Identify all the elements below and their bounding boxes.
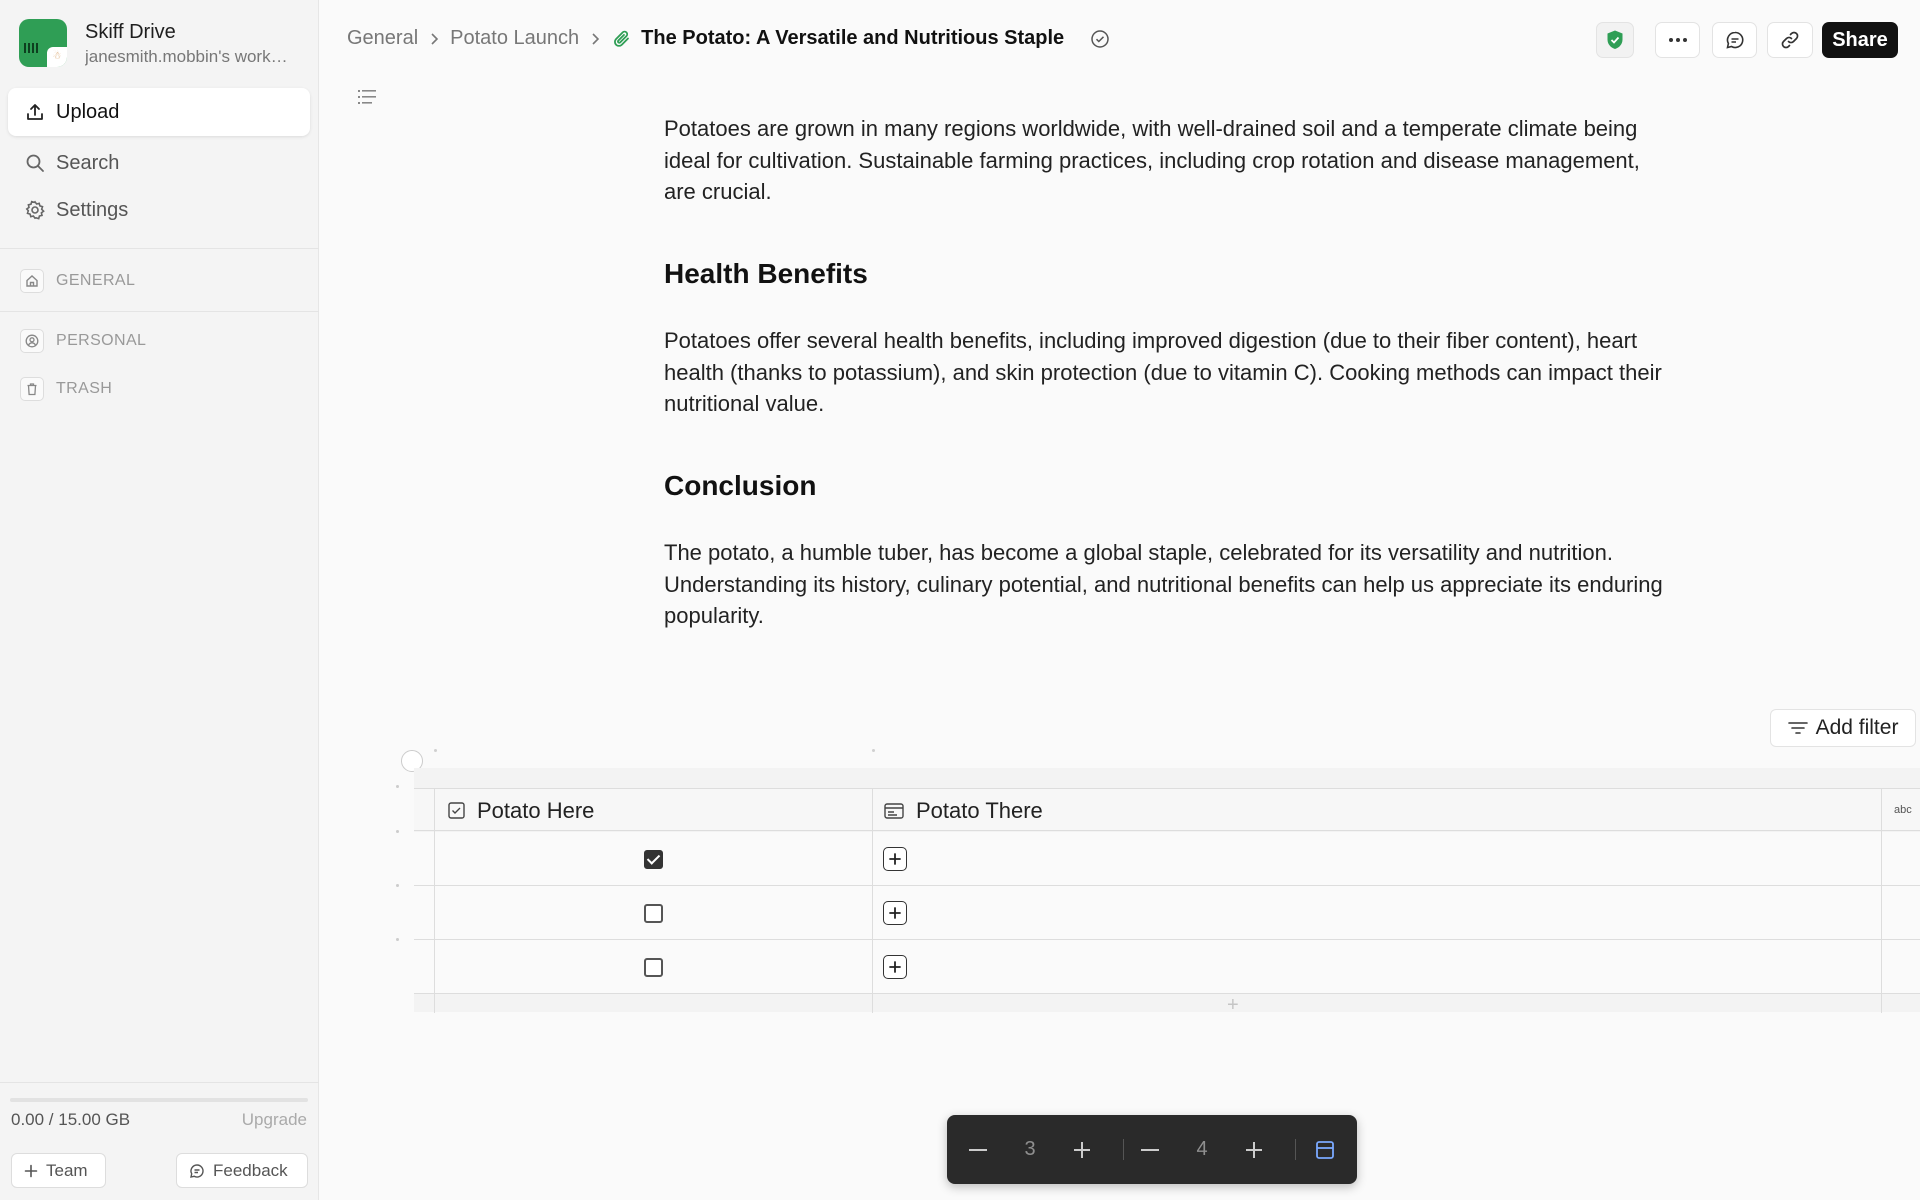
column-header-label: Potato Here	[477, 797, 595, 823]
table-row[interactable]	[414, 886, 1920, 940]
table-corner-marker	[434, 749, 437, 752]
add-row-icon[interactable]: +	[1227, 994, 1239, 1016]
gear-icon	[25, 200, 45, 220]
table-header-row	[414, 788, 1920, 831]
table-cell-add	[872, 832, 917, 886]
paperclip-icon	[613, 30, 631, 48]
feedback-button-label: Feedback	[213, 1160, 288, 1180]
sidebar-section-personal[interactable]	[20, 328, 146, 354]
table-dimension-toolbar	[947, 1115, 1357, 1184]
row-checkbox[interactable]	[644, 958, 663, 977]
row-checkbox[interactable]	[644, 904, 663, 923]
ellipsis-icon	[1668, 37, 1688, 43]
plus-icon	[889, 907, 901, 919]
text-type-icon[interactable]: abc	[1894, 804, 1912, 816]
toolbar-divider	[1123, 1139, 1124, 1160]
sidebar-section-label: TRASH	[56, 380, 113, 397]
breadcrumb-general[interactable]: General	[347, 27, 419, 49]
sidebar-section-trash[interactable]	[20, 376, 112, 402]
decrease-rows-button[interactable]	[961, 1115, 995, 1184]
table-layout-icon	[1315, 1140, 1335, 1160]
table-cell-add	[872, 940, 917, 994]
divider	[0, 248, 319, 249]
column-divider	[434, 788, 435, 1013]
sidebar	[0, 0, 319, 1200]
upload-icon	[25, 102, 45, 122]
more-options-button[interactable]	[1655, 22, 1700, 58]
workspace-name: janesmith.mobbin's work…	[85, 47, 288, 66]
team-button-label: Team	[46, 1160, 88, 1180]
comments-button[interactable]	[1712, 22, 1757, 58]
plus-icon	[889, 853, 901, 865]
minus-icon	[969, 1149, 987, 1151]
app-name: Skiff Drive	[85, 21, 176, 43]
table-cell-add	[872, 886, 917, 940]
table-cell-checkbox	[435, 940, 871, 994]
columns-count[interactable]: 4	[1196, 1138, 1208, 1160]
rows-count[interactable]: 3	[1024, 1138, 1036, 1160]
plus-icon	[1245, 1141, 1263, 1159]
plus-icon	[1073, 1141, 1091, 1159]
column-header-potato-here[interactable]	[448, 789, 594, 832]
sidebar-item-upload[interactable]	[8, 88, 310, 136]
storage-progress-bar	[10, 1098, 308, 1102]
comment-icon	[1725, 30, 1745, 50]
paragraph-conclusion[interactable]: The potato, a humble tuber, has become a global staple, celebrated for its versatility and nutrition. Understanding its history, culinary potential, and nutritional benefits can help us appreciate its enduring popularity.	[664, 540, 1663, 628]
increase-rows-button[interactable]	[1065, 1115, 1099, 1184]
search-icon	[25, 153, 45, 173]
sidebar-item-settings[interactable]	[8, 186, 310, 234]
table-row[interactable]	[414, 832, 1920, 886]
chevron-right-icon	[590, 32, 600, 46]
toolbar-divider	[1295, 1139, 1296, 1160]
column-header-potato-there[interactable]	[884, 789, 1043, 832]
column-resize-marker	[872, 749, 875, 752]
checkbox-type-icon	[448, 802, 465, 819]
card-icon	[884, 803, 904, 819]
sidebar-item-label: Settings	[56, 198, 129, 221]
increase-columns-button[interactable]	[1237, 1115, 1271, 1184]
add-filter-button[interactable]	[1770, 709, 1916, 747]
sidebar-section-general[interactable]	[20, 268, 135, 294]
column-header-label: Potato There	[916, 797, 1043, 823]
home-icon	[20, 269, 44, 293]
table-of-contents-icon[interactable]	[358, 89, 377, 105]
heading-health-benefits[interactable]: Health Benefits	[664, 258, 868, 289]
sidebar-item-search[interactable]	[8, 139, 310, 187]
copy-link-button[interactable]	[1767, 22, 1813, 58]
upgrade-link[interactable]: Upgrade	[241, 1110, 307, 1129]
storage-usage-text: 0.00 / 15.00 GB	[11, 1110, 131, 1129]
user-circle-icon	[20, 329, 44, 353]
trash-icon	[20, 377, 44, 401]
chat-bubble-icon	[189, 1163, 205, 1179]
paragraph-cultivation[interactable]: Potatoes are grown in many regions worldwide, with well-drained soil and a temperate climate being ideal for cultivation. Sustainable farming practices, including crop rotation and disease management, are crucial.	[664, 116, 1640, 204]
breadcrumb-potato-launch[interactable]: Potato Launch	[450, 27, 580, 49]
document-title[interactable]: The Potato: A Versatile and Nutritious Staple	[641, 27, 1065, 49]
filter-icon	[1788, 721, 1808, 735]
encryption-shield-button[interactable]	[1596, 22, 1634, 58]
sidebar-section-label: PERSONAL	[56, 332, 147, 349]
sidebar-section-label: GENERAL	[56, 272, 136, 289]
avatar: ☃	[47, 47, 67, 67]
sidebar-item-label: Search	[56, 151, 120, 174]
row-checkbox-checked[interactable]	[644, 850, 663, 869]
column-divider[interactable]	[872, 788, 873, 1013]
plus-icon	[889, 961, 901, 973]
app-logo	[19, 19, 67, 67]
shield-check-icon	[1605, 29, 1625, 51]
divider	[0, 1082, 319, 1083]
database-table	[414, 768, 1920, 1012]
column-divider[interactable]	[1881, 788, 1882, 1013]
add-item-button[interactable]	[883, 901, 907, 925]
heading-conclusion[interactable]: Conclusion	[664, 470, 817, 501]
chevron-right-icon	[429, 32, 439, 46]
sidebar-item-label: Upload	[56, 100, 120, 123]
plus-icon	[24, 1164, 38, 1178]
add-item-button[interactable]	[883, 847, 907, 871]
team-button[interactable]	[11, 1153, 106, 1188]
verified-check-icon[interactable]	[1090, 29, 1110, 49]
share-button[interactable]: Share	[1822, 22, 1898, 58]
link-icon	[1780, 30, 1800, 50]
paragraph-health-benefits[interactable]: Potatoes offer several health benefits, including improved digestion (due to their fiber content), heart health (thanks to potassium), and skin protection (due to vitamin C). Cooking methods can impact their nutritional value.	[664, 328, 1662, 416]
table-layout-button[interactable]	[1305, 1115, 1345, 1184]
add-filter-label: Add filter	[1815, 716, 1899, 739]
breadcrumb	[347, 27, 1110, 50]
table-row[interactable]	[414, 940, 1920, 994]
minus-icon	[1141, 1149, 1159, 1151]
workspace-switcher[interactable]	[19, 19, 309, 69]
top-bar	[320, 0, 1920, 80]
decrease-columns-button[interactable]	[1133, 1115, 1167, 1184]
table-cell-checkbox	[435, 886, 871, 940]
divider	[0, 311, 319, 312]
table-cell-checkbox	[435, 832, 871, 886]
feedback-button[interactable]	[176, 1153, 308, 1188]
add-item-button[interactable]	[883, 955, 907, 979]
